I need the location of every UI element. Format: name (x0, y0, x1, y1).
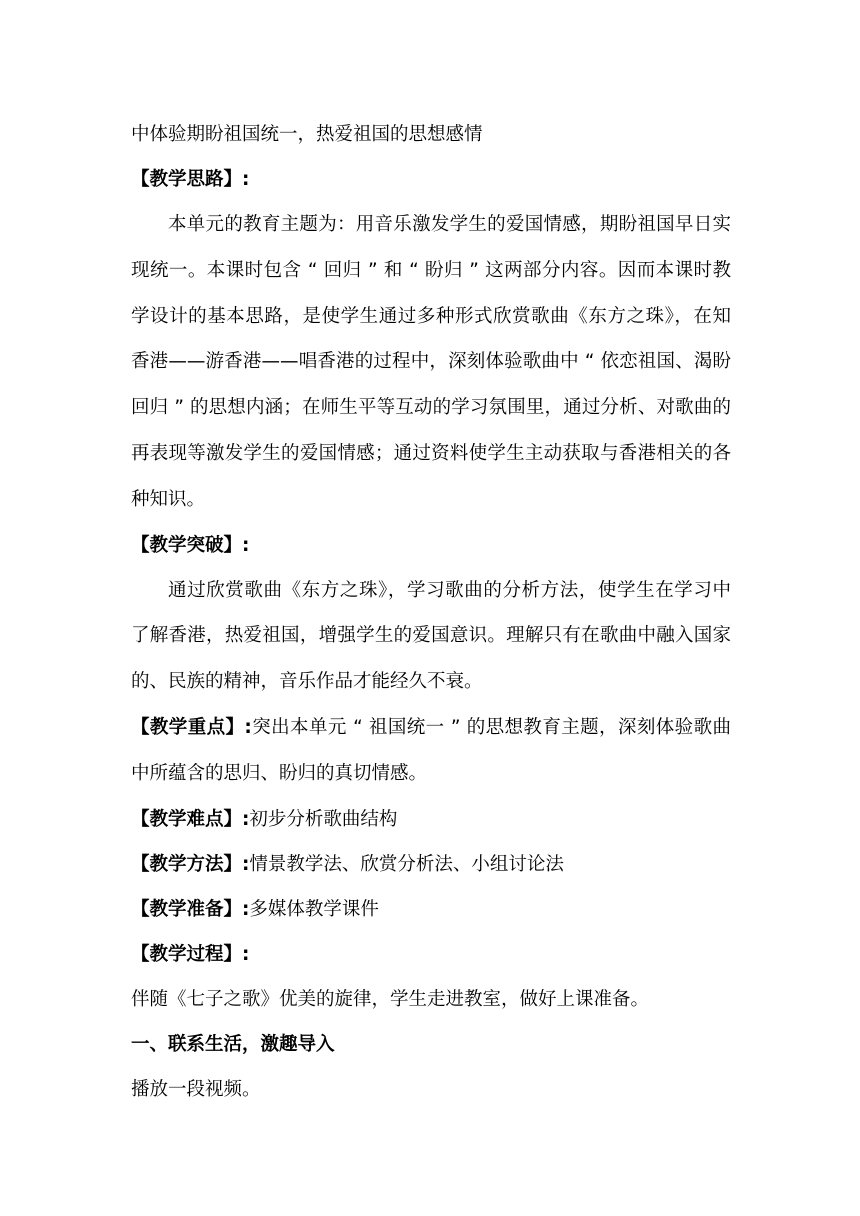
preparation-heading: 【教学准备】: (131, 898, 250, 920)
document-content (131, 112, 731, 1112)
difficulty-line (131, 797, 731, 842)
method-line (131, 842, 731, 887)
section1-title: 一、联系生活，激趣导入 (131, 1033, 335, 1055)
thinking-heading: 【教学思路】: (131, 169, 250, 190)
preparation-line (131, 887, 731, 932)
process-heading: 【教学过程】: (131, 943, 250, 965)
breakthrough-paragraph: 通过欣赏歌曲《东方之珠》，学习歌曲的分析方法，使学生在学习中了解香港，热爱祖国，增强学生的爱国意识。理解只有在歌曲中融入国家的、民族的精神，音乐作品才能经久不衰。 (131, 579, 731, 693)
key-point-paragraph (131, 705, 731, 797)
preparation-text: 多媒体教学课件 (249, 898, 379, 920)
method-text: 情景教学法、欣赏分析法、小组讨论法 (249, 853, 564, 875)
section1-line: 播放一段视频。 (131, 1078, 261, 1100)
difficulty-heading: 【教学难点】: (131, 808, 250, 830)
thinking-paragraph: 本单元的教育主题为：用音乐激发学生的爱国情感，期盼祖国早日实现统一。本课时包含 “ 回归 ” 和 “ 盼归 ” 这两部分内容。因而本课时教学设计的基本思路，是使学生通过多种形式欣赏歌曲《东方之珠》，在知香港——游香港——唱香港的过程中，深刻体验歌曲中 “ 依恋祖国、渴盼回归 ” 的思想内涵；在师生平等互动的学习氛围里，通过分析、对歌曲的再表现等激发学生的爱国情感；通过资料使学生主动获取与香港相关的各种知识。 (131, 214, 731, 510)
method-heading: 【教学方法】: (131, 853, 250, 875)
key-point-text: 突出本单元 “ 祖国统一 ” 的思想教育主题，深刻体验歌曲中所蕴含的思归、盼归的真切情感。 (131, 716, 731, 784)
key-point-heading: 【教学重点】: (131, 716, 252, 738)
process-opening: 伴随《七子之歌》优美的旋律，学生走进教室，做好上课准备。 (131, 988, 650, 1010)
intro-line: 中体验期盼祖国统一，热爱祖国的思想感情 (131, 124, 483, 145)
difficulty-text: 初步分析歌曲结构 (249, 808, 398, 830)
breakthrough-heading: 【教学突破】: (131, 534, 250, 556)
